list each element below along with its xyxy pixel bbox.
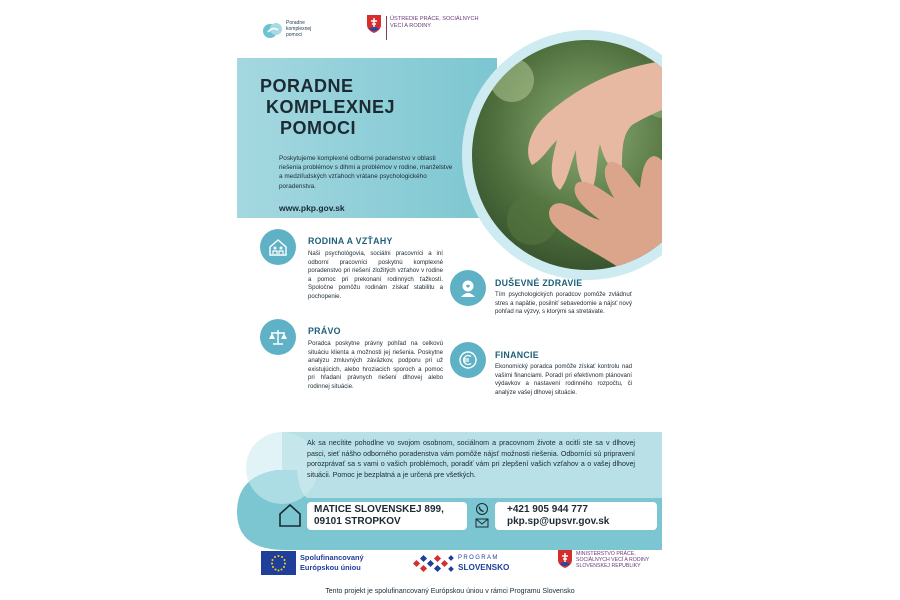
law-section-text: Poradca poskytne právny pohľad na celkovú situáciu klienta a možnosti jej riešenia. Poskytne analýzu zmluvných záväzkov, podporu pri už existujúcich, alebo hroziacich sporoch a pomoc pri hľadaní právnych riešení dlhovej alebo rodinnej situácie. bbox=[308, 340, 443, 390]
poster-title bbox=[260, 76, 395, 139]
family-section-title: RODINA A VZŤAHY bbox=[308, 236, 393, 246]
ministry-coat-of-arms-icon bbox=[558, 550, 572, 568]
eu-flag-icon bbox=[261, 551, 296, 575]
mail-icon bbox=[475, 518, 489, 528]
leaflet bbox=[237, 0, 662, 600]
euro-icon bbox=[450, 342, 486, 378]
upsvr-logo-text: ÚSTREDIE PRÁCE, SOCIÁLNYCH VECÍ A RODINY bbox=[390, 16, 479, 29]
title-line: POMOCI bbox=[280, 118, 357, 138]
finance-section-title: FINANCIE bbox=[495, 350, 539, 360]
eu-cofinance-label bbox=[300, 553, 364, 573]
mental-section-text: Tím psychologických poradcov pomôže zvládnuť stres a napätie, posilniť sebavedomie a nájsť nový pohľad na výzvy, s ktorými sa stretávate. bbox=[495, 291, 632, 316]
email-address[interactable]: pkp.sp@upsvr.gov.sk bbox=[507, 516, 610, 527]
slovak-coat-of-arms-icon bbox=[367, 15, 381, 33]
title-line: PORADNE bbox=[260, 76, 354, 96]
mental-section-title: DUŠEVNÉ ZDRAVIE bbox=[495, 278, 583, 288]
scales-icon bbox=[260, 319, 296, 355]
website-link[interactable]: www.pkp.gov.sk bbox=[279, 203, 345, 213]
program-label: PROGRAM bbox=[458, 555, 499, 561]
pkp-logo bbox=[262, 17, 342, 43]
home-icon bbox=[277, 502, 303, 528]
eu-line-1: Spolufinancovaný bbox=[300, 553, 364, 562]
pkp-logo-text: Poradne komplexnej pomoci bbox=[286, 20, 312, 38]
program-slovensko-icon bbox=[412, 552, 456, 576]
title-line: KOMPLEXNEJ bbox=[266, 97, 396, 117]
ministry-text: MINISTERSTVO PRÁCE, SOCIÁLNYCH VECÍ A RODINY SLOVENSKEJ REPUBLIKY bbox=[576, 551, 650, 570]
address bbox=[314, 504, 444, 528]
help-message: Ak sa necítite pohodlne vo svojom osobnom, sociálnom a pracovnom živote a ocitli ste sa v dlhovej pasci, sieť nášho odborného poradenstva vám pomôže nájsť možnosti riešenia. Odborníci sú pripravení porozprávať sa s vami o vašich problémoch, poradiť vám pri zlepšení vašich vzťahov a o vašej dlhovej situácii. Pomoc je bezplatná a je určená pre všetkých. bbox=[307, 439, 635, 479]
upsvr-logo bbox=[367, 15, 487, 45]
cofinance-footnote: Tento projekt je spolufinancovaný Európskou úniou v rámci Programu Slovensko bbox=[325, 588, 575, 595]
contact-details bbox=[507, 504, 609, 528]
law-section-title: PRÁVO bbox=[308, 326, 341, 336]
program-name: SLOVENSKO bbox=[458, 563, 510, 572]
phone-icon bbox=[475, 503, 489, 515]
ministry-logo bbox=[558, 550, 658, 580]
phone-number[interactable]: +421 905 944 777 bbox=[507, 504, 588, 515]
eu-line-2: Európskou úniou bbox=[300, 563, 361, 572]
finance-section-text: Ekonomický poradca pomôže získať kontrolu nad vašimi financiami. Poradí pri efektívnom plánovaní výdavkov a nastavení rodinného rozpočtu, či analýze vašej dlhovej situácie. bbox=[495, 363, 632, 396]
address-line-1: MATICE SLOVENSKEJ 899, bbox=[314, 504, 444, 515]
family-house-icon bbox=[260, 229, 296, 265]
intro-text: Poskytujeme komplexné odborné poradenstvo v oblasti riešenia problémov s dlhmi a problémov v rodine, manželstve a medziľudských vzťahoch vrátane psychologického poradenstva. bbox=[279, 155, 453, 190]
head-heart-icon bbox=[450, 270, 486, 306]
family-section-text: Naši psychológovia, sociálni pracovníci a iní odborní pracovníci poskytnú komplexné poradenstvo pri riešení zložitých vzťahov v rodine a pomoc pri prekonaní rodinných ťažkostí. Spoločne pomôžu rodinám získať stabilitu a pochopenie. bbox=[308, 250, 443, 300]
pkp-logo-icon bbox=[262, 19, 284, 41]
address-line-2: 09101 STROPKOV bbox=[314, 516, 401, 527]
logo-divider bbox=[386, 16, 387, 40]
